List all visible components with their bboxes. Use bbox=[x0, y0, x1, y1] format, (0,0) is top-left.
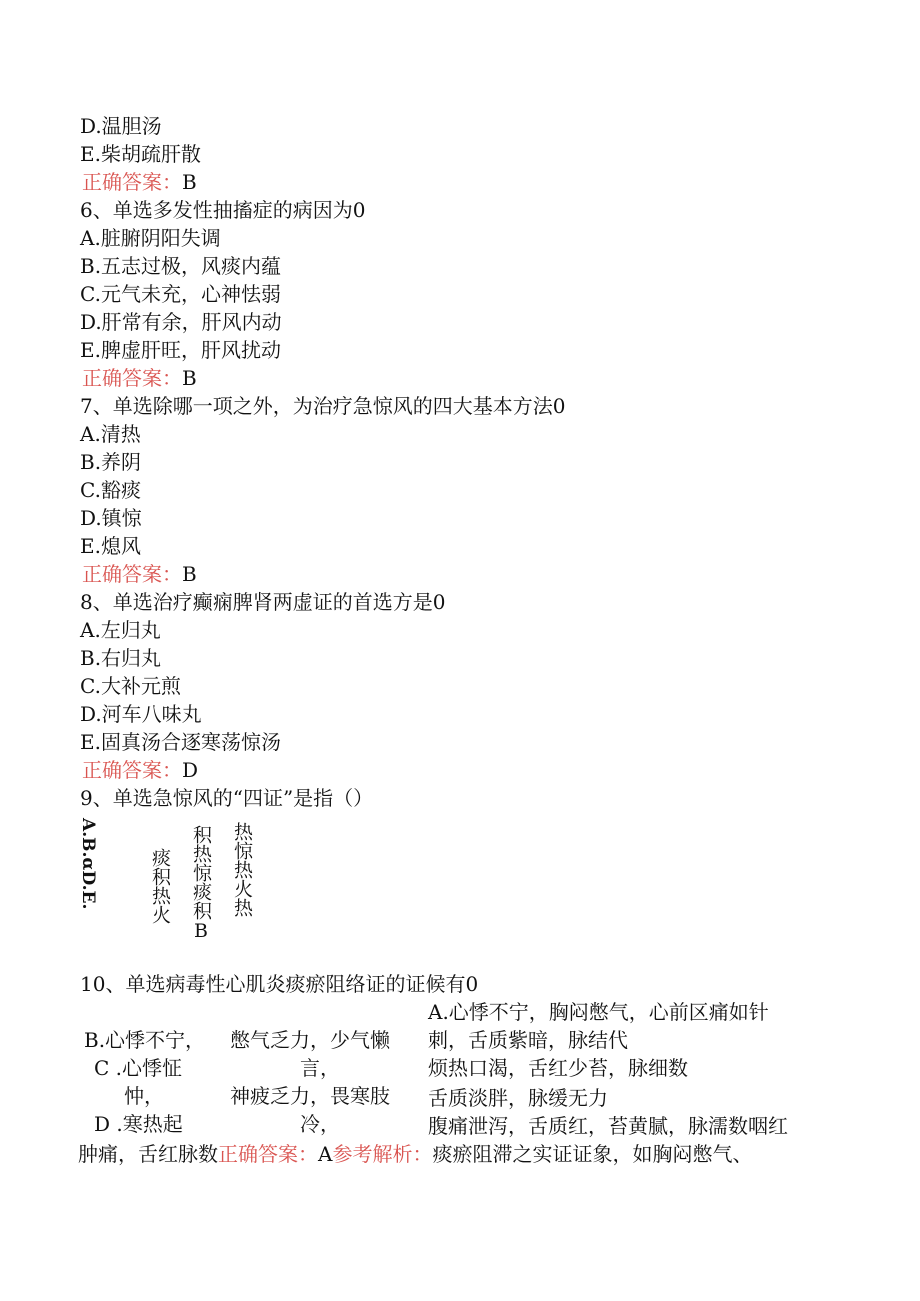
q10-option-b: B.心悸不宁， bbox=[84, 1028, 206, 1052]
q10-mid-cold: 冷， bbox=[300, 1112, 340, 1136]
q10-option-a: A.心悸不宁，胸闷憋气，心前区痛如针 bbox=[428, 1000, 769, 1024]
answer-value: D bbox=[182, 758, 199, 782]
q9-option-letters: A.B.αD.E. bbox=[78, 818, 98, 910]
q8-option-a: A.左归丸 bbox=[80, 618, 161, 642]
answer-label: 正确答案： bbox=[218, 1142, 318, 1166]
q9-column-1: 痰积热火 bbox=[149, 848, 171, 924]
q7-option-d: D.镇惊 bbox=[80, 506, 142, 530]
q6-option-c: C.元气未充，心神怯弱 bbox=[80, 282, 281, 306]
q7-option-c: C.豁痰 bbox=[80, 478, 141, 502]
q5-answer bbox=[82, 168, 197, 196]
q8-option-b: B.右归丸 bbox=[80, 646, 162, 670]
q5-option-d: D.温胆汤 bbox=[80, 114, 162, 138]
q9-stem: 9、单选急惊风的“四证”是指（） bbox=[80, 786, 374, 810]
q7-option-e: E.熄风 bbox=[80, 534, 141, 558]
q6-stem: 6、单选多发性抽搐症的病因为0 bbox=[80, 198, 366, 222]
q9-column-3: 热惊热火热 bbox=[231, 822, 253, 917]
q7-option-b: B.养阴 bbox=[80, 450, 142, 474]
q10-option-c: C .心悸怔 bbox=[94, 1056, 183, 1080]
q10-last-line-start: 肿痛，舌红脉数 bbox=[78, 1142, 218, 1166]
answer-label: 正确答案： bbox=[82, 562, 182, 586]
analysis-label: 参考解析： bbox=[332, 1142, 433, 1166]
q10-option-b-mid: 憋气乏力，少气懒 bbox=[230, 1028, 390, 1052]
q10-stem: 10、单选病毒性心肌炎痰瘀阻络证的证候有0 bbox=[80, 972, 479, 996]
q10-right-line-3: 烦热口渴，舌红少苔，脉细数 bbox=[428, 1056, 688, 1080]
answer-label: 正确答案： bbox=[82, 758, 182, 782]
answer-value: B bbox=[182, 562, 197, 586]
q8-option-c: C.大补元煎 bbox=[80, 674, 181, 698]
q10-option-a-cont: 刺，舌质紫暗，脉结代 bbox=[428, 1028, 628, 1052]
q8-option-d: D.河车八味丸 bbox=[80, 702, 202, 726]
q6-option-e: E.脾虚肝旺，肝风扰动 bbox=[80, 338, 281, 362]
q10-option-d: D .寒热起 bbox=[94, 1112, 183, 1136]
analysis-text: 痰瘀阻滞之实证证象，如胸闷憋气、 bbox=[432, 1142, 753, 1166]
q10-answer-line bbox=[78, 1140, 752, 1168]
q6-option-a: A.脏腑阴阳失调 bbox=[80, 226, 221, 250]
q7-option-a: A.清热 bbox=[80, 422, 141, 446]
q6-answer bbox=[82, 364, 197, 392]
q7-answer bbox=[82, 560, 197, 588]
q10-right-line-5: 腹痛泄泻，舌质红，苔黄腻，脉濡数咽红 bbox=[428, 1114, 788, 1138]
answer-value: A bbox=[318, 1142, 333, 1166]
q6-option-d: D.肝常有余，肝风内动 bbox=[80, 310, 282, 334]
q7-stem: 7、单选除哪一项之外，为治疗急惊风的四大基本方法0 bbox=[80, 394, 566, 418]
q6-option-b: B.五志过极，风痰内蕴 bbox=[80, 254, 282, 278]
answer-value: B bbox=[182, 366, 197, 390]
answer-value: B bbox=[182, 170, 197, 194]
q9-column-2: 积热惊痰积B bbox=[190, 825, 212, 942]
q8-option-e: E.固真汤合逐寒荡惊汤 bbox=[80, 730, 281, 754]
answer-label: 正确答案： bbox=[82, 170, 182, 194]
q10-right-line-4: 舌质淡胖，脉缓无力 bbox=[428, 1086, 608, 1110]
q5-option-e: E.柴胡疏肝散 bbox=[80, 142, 201, 166]
answer-label: 正确答案： bbox=[82, 366, 182, 390]
q8-answer bbox=[82, 756, 198, 784]
q10-option-c-mid: 言， bbox=[300, 1056, 340, 1080]
q8-stem: 8、单选治疗癫痫脾肾两虚证的首选方是0 bbox=[80, 590, 446, 614]
q10-option-c-mid-2: 神疲乏力，畏寒肢 bbox=[230, 1084, 390, 1108]
q10-option-c-cont: 忡， bbox=[124, 1084, 164, 1108]
